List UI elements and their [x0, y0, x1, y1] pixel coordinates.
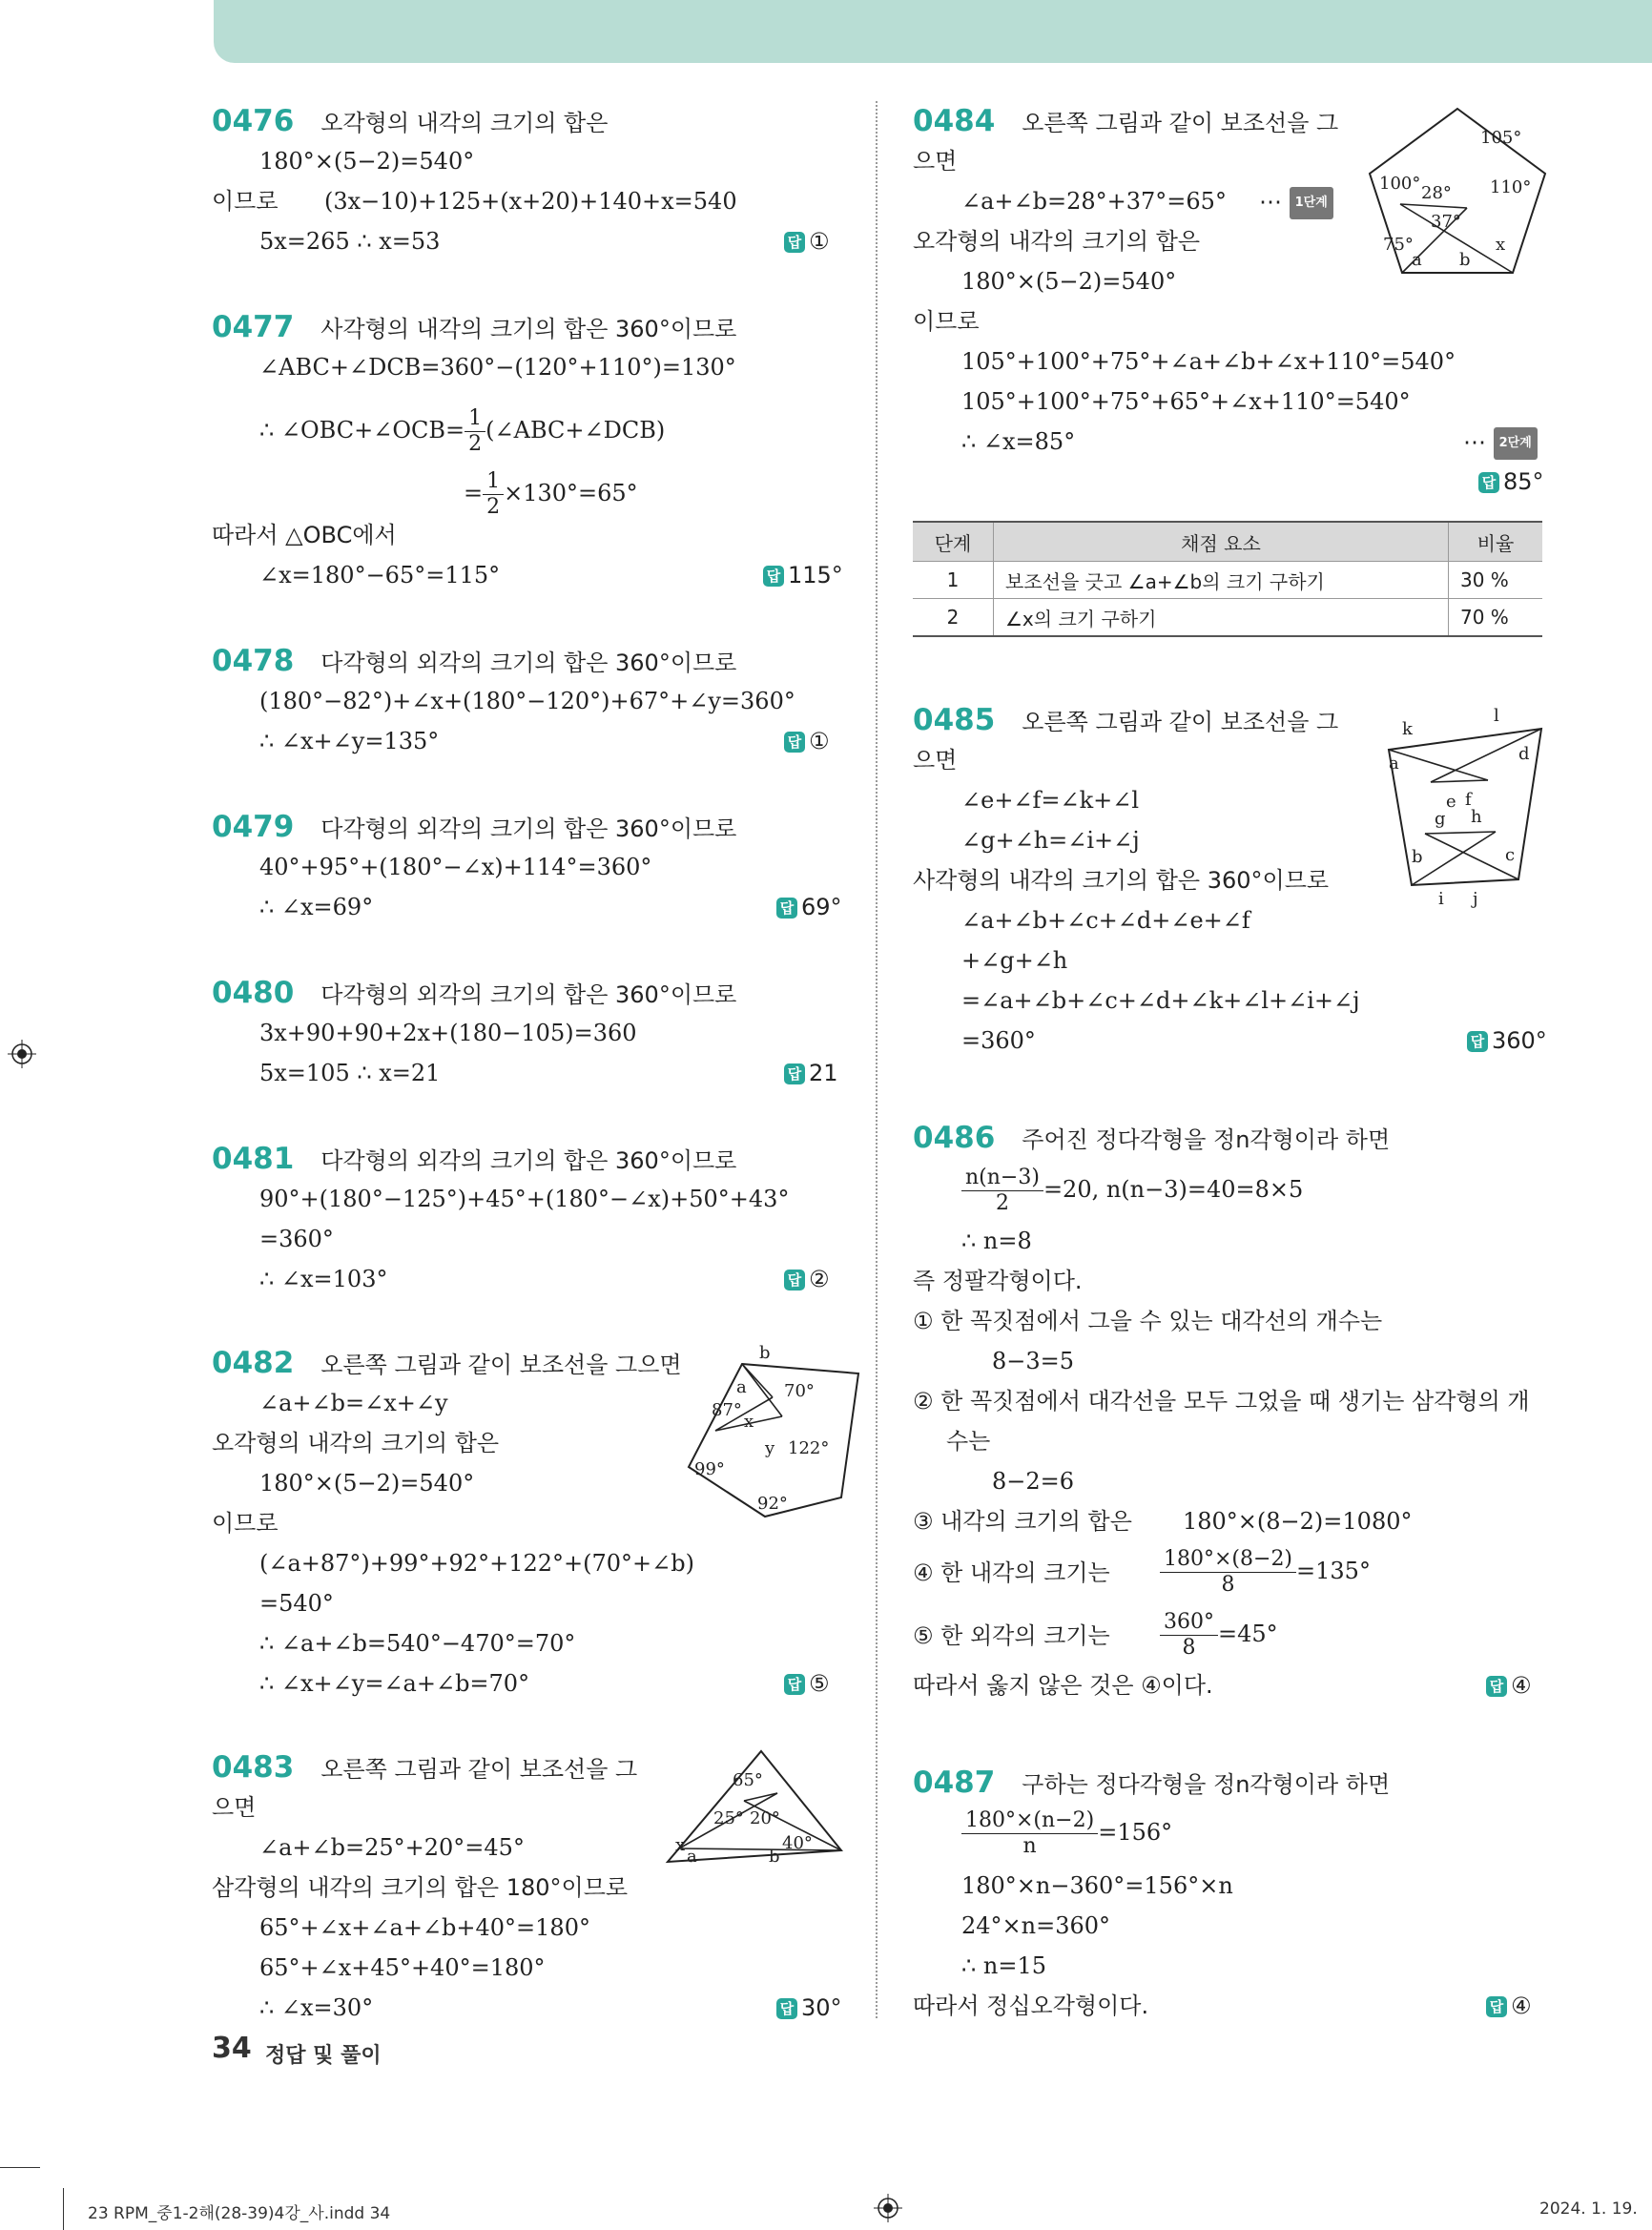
text-line: 3x+90+90+2x+(180−105)=360 — [259, 1020, 637, 1046]
fraction — [465, 406, 485, 457]
problem-number: 0486 — [913, 1121, 996, 1155]
label-b: b — [1459, 250, 1471, 270]
registration-mark-icon — [8, 1040, 36, 1068]
answer — [1478, 467, 1544, 496]
label-70: 70° — [784, 1381, 815, 1401]
registration-mark-icon — [874, 2194, 902, 2222]
text-line: 이므로 — [212, 188, 279, 215]
text-line: ∠x=180°−65°=115° — [259, 562, 501, 588]
dots: ⋯ — [1259, 188, 1282, 216]
table-row — [913, 562, 1542, 599]
text-line: (∠a+87°)+99°+92°+122°+(70°+∠b) — [259, 1550, 694, 1577]
text-line: 즉 정팔각형이다. — [913, 1268, 1083, 1294]
text-line: 180°×(8−2)=1080° — [1183, 1508, 1413, 1535]
label-y: y — [765, 1438, 775, 1458]
text-line: +∠g+∠h — [961, 947, 1068, 974]
label-20: 20° — [750, 1808, 780, 1828]
footer-date: 2024. 1. 19. — [1539, 2199, 1638, 2219]
text-line: 사각형의 내각의 크기의 합은 360°이므로 — [913, 867, 1330, 894]
label-h: h — [1471, 807, 1482, 827]
frac-num: 360° — [1160, 1610, 1218, 1636]
fraction — [961, 1808, 1098, 1859]
text-line: 105°+100°+75°+∠a+∠b+∠x+110°=540° — [961, 348, 1456, 375]
label-65: 65° — [733, 1770, 763, 1790]
label-37: 37° — [1431, 212, 1461, 232]
text-line: 180°×(5−2)=540° — [259, 148, 475, 175]
answer — [763, 561, 843, 589]
answer — [1486, 1671, 1532, 1700]
text-line: 다각형의 외각의 크기의 합은 360°이므로 — [320, 816, 737, 842]
label-b: b — [769, 1847, 780, 1867]
answer-value: ④ — [1511, 1993, 1532, 2019]
text-line: 따라서 △OBC에서 — [212, 522, 397, 548]
text-line: ∠g+∠h=∠i+∠j — [961, 827, 1140, 854]
fraction — [1160, 1547, 1296, 1598]
label-105: 105° — [1480, 128, 1522, 148]
text-line: 90°+(180°−125°)+45°+(180°−∠x)+50°+43° — [259, 1186, 790, 1212]
answer — [784, 227, 830, 256]
answer-badge: 답 — [784, 1674, 805, 1695]
text-line: =156° — [1098, 1819, 1173, 1846]
text-line: ③ 내각의 크기의 합은 — [913, 1508, 1132, 1535]
answer-badge: 답 — [784, 732, 805, 753]
text-line: =540° — [259, 1590, 334, 1617]
cell-criteria: 보조선을 긋고 ∠a+∠b의 크기 구하기 — [994, 562, 1449, 599]
text-line: =∠a+∠b+∠c+∠d+∠k+∠l+∠i+∠j — [961, 987, 1360, 1014]
label-110: 110° — [1490, 177, 1532, 197]
frac-den: 2 — [468, 432, 483, 456]
label-87: 87° — [712, 1400, 742, 1420]
answer-badge: 답 — [776, 1998, 797, 2019]
answer — [784, 1265, 830, 1293]
answer — [1467, 1026, 1547, 1055]
label-100: 100° — [1379, 174, 1421, 194]
label-75: 75° — [1383, 235, 1414, 255]
text-line: 오른쪽 그림과 같이 보조선을 그 — [320, 1756, 638, 1783]
frac-num: 1 — [465, 406, 485, 432]
cell-ratio: 70 % — [1449, 599, 1543, 637]
text-line: 오른쪽 그림과 같이 보조선을 그 — [1022, 709, 1339, 735]
triangle-figure — [658, 1744, 849, 1915]
text-line: =360° — [961, 1027, 1036, 1054]
text-line: 구하는 정다각형을 정n각형이라 하면 — [1022, 1771, 1391, 1798]
problem-number: 0476 — [212, 104, 295, 138]
answer-value: 115° — [788, 562, 843, 588]
text-line: 으면 — [212, 1794, 257, 1821]
text-line: ∴ ∠x=69° — [259, 894, 374, 920]
label-a: a — [687, 1847, 697, 1867]
stage-badge: 2단계 — [1494, 427, 1538, 460]
answer — [776, 893, 842, 921]
text-line: ∠e+∠f=∠k+∠l — [961, 787, 1140, 814]
label-e: e — [1446, 792, 1456, 812]
dots: ⋯ — [1463, 428, 1486, 456]
text-line: 오각형의 내각의 크기의 합은 — [320, 110, 609, 136]
answer-value: 360° — [1492, 1027, 1547, 1054]
text-line: 8−2=6 — [992, 1468, 1075, 1495]
text-line: 따라서 옳지 않은 것은 ④이다. — [913, 1672, 1213, 1699]
header-banner — [214, 0, 1652, 63]
text-line: 삼각형의 내각의 크기의 합은 180°이므로 — [212, 1874, 629, 1901]
grading-table — [913, 521, 1542, 637]
text-line: ∠a+∠b=25°+20°=45° — [259, 1834, 525, 1861]
frac-den: 8 — [1182, 1636, 1196, 1660]
text-line: 5x=105 ∴ x=21 — [259, 1060, 441, 1086]
text-line: ∴ ∠x=30° — [259, 1994, 374, 2021]
text-line: ∴ ∠x+∠y=135° — [259, 728, 440, 754]
answer-badge: 답 — [776, 898, 797, 919]
quadrilateral-figure — [1373, 702, 1555, 921]
frac-den: 2 — [995, 1191, 1009, 1215]
label-a: a — [736, 1377, 747, 1397]
frac-den: 8 — [1221, 1573, 1235, 1597]
text-line: ① 한 꼭짓점에서 그을 수 있는 대각선의 개수는 — [913, 1308, 1383, 1334]
text-line: 다각형의 외각의 크기의 합은 360°이므로 — [320, 1147, 737, 1174]
answer — [784, 1059, 838, 1087]
problem-number: 0477 — [212, 310, 295, 344]
text-line: ⑤ 한 외각의 크기는 — [913, 1622, 1110, 1649]
label-b: b — [759, 1345, 771, 1363]
header-stage: 단계 — [913, 522, 994, 562]
text-line: 65°+∠x+∠a+∠b+40°=180° — [259, 1914, 590, 1941]
text-line: ×130°=65° — [504, 480, 638, 506]
answer-value: 30° — [801, 1994, 842, 2021]
label-l: l — [1494, 706, 1499, 726]
label-g: g — [1435, 809, 1446, 829]
text-line: ∠a+∠b=28°+37°=65° — [961, 188, 1227, 215]
text-line: 오각형의 내각의 크기의 합은 — [913, 228, 1201, 255]
answer-value: 21 — [809, 1060, 838, 1086]
pentagon-figure — [677, 1345, 868, 1536]
label-92: 92° — [757, 1494, 788, 1514]
frac-num: 180°×(n−2) — [961, 1808, 1098, 1834]
answer-value: ④ — [1511, 1672, 1532, 1699]
cell-criteria: ∠x의 크기 구하기 — [994, 599, 1449, 637]
label-x: x — [675, 1835, 686, 1855]
label-j: j — [1473, 889, 1478, 909]
answer-badge: 답 — [1486, 1676, 1507, 1697]
label-28: 28° — [1421, 183, 1452, 203]
answer — [776, 1993, 842, 2022]
problem-number: 0484 — [913, 104, 996, 138]
label-x: x — [1496, 235, 1506, 255]
problem-number: 0481 — [212, 1142, 295, 1176]
answer-value: ① — [809, 228, 830, 255]
text-line: 이므로 — [212, 1510, 279, 1537]
problem-number: 0480 — [212, 976, 295, 1010]
text-line: 주어진 정다각형을 정n각형이라 하면 — [1022, 1126, 1391, 1153]
text-line: ∴ ∠x=103° — [259, 1266, 388, 1292]
column-divider — [876, 101, 878, 2018]
text-line: 이므로 — [913, 308, 980, 335]
label-99: 99° — [694, 1459, 725, 1479]
frac-num: 1 — [483, 469, 504, 495]
label-i: i — [1438, 889, 1444, 909]
text-line: 180°×(5−2)=540° — [961, 268, 1177, 295]
text-line: 40°+95°+(180°−∠x)+114°=360° — [259, 854, 652, 880]
stage-badge: 1단계 — [1290, 187, 1333, 219]
text-line: ∴ n=15 — [961, 1952, 1047, 1979]
page-number: 34 — [212, 2032, 252, 2065]
label-a: a — [1412, 250, 1422, 270]
answer-badge: 답 — [1486, 1996, 1507, 2017]
crop-mark — [0, 2167, 40, 2168]
text-line: =135° — [1296, 1558, 1371, 1584]
answer-value: ② — [809, 1266, 830, 1292]
cell-ratio: 30 % — [1449, 562, 1543, 599]
label-f: f — [1465, 790, 1472, 810]
text-line: 180°×(5−2)=540° — [259, 1470, 475, 1497]
text-line: 오른쪽 그림과 같이 보조선을 그으면 — [320, 1352, 682, 1378]
label-c: c — [1505, 845, 1516, 865]
fraction — [961, 1166, 1043, 1216]
cell-stage: 2 — [913, 599, 994, 637]
text-line: =45° — [1218, 1621, 1278, 1647]
table-row — [913, 599, 1542, 637]
problem-number: 0483 — [212, 1750, 295, 1785]
answer-badge: 답 — [763, 566, 784, 587]
label-40: 40° — [782, 1833, 813, 1853]
text-line: ② 한 꼭짓점에서 대각선을 모두 그었을 때 생기는 삼각형의 개 — [913, 1388, 1530, 1414]
text-line: ∴ ∠x+∠y=∠a+∠b=70° — [259, 1670, 530, 1697]
text-line: 65°+∠x+45°+40°=180° — [259, 1954, 546, 1981]
answer-badge: 답 — [784, 1063, 805, 1084]
text-line: 사각형의 내각의 크기의 합은 360°이므로 — [320, 316, 737, 342]
label-d: d — [1518, 744, 1530, 764]
table-header-row — [913, 522, 1542, 562]
text-line: ∴ n=8 — [961, 1228, 1032, 1254]
text-line: 다각형의 외각의 크기의 합은 360°이므로 — [320, 981, 737, 1008]
fraction — [483, 469, 504, 520]
answer-value: ① — [809, 728, 830, 754]
label-122: 122° — [788, 1438, 830, 1458]
text-line: (180°−82°)+∠x+(180°−120°)+67°+∠y=360° — [259, 688, 795, 714]
answer-badge: 답 — [1467, 1031, 1488, 1052]
fraction — [1160, 1610, 1218, 1661]
text-line: ∠a+∠b=∠x+∠y — [259, 1390, 448, 1416]
text-line: 다각형의 외각의 크기의 합은 360°이므로 — [320, 650, 737, 676]
header-ratio: 비율 — [1449, 522, 1543, 562]
page-caption: 정답 및 풀이 — [265, 2044, 382, 2068]
label-b: b — [1412, 847, 1423, 867]
frac-num: n(n−3) — [961, 1166, 1043, 1191]
frac-den: n — [1022, 1834, 1037, 1858]
answer-value: 85° — [1503, 468, 1544, 495]
text-line: 따라서 정십오각형이다. — [913, 1993, 1149, 2019]
problem-number: 0487 — [913, 1765, 996, 1800]
cell-stage: 1 — [913, 562, 994, 599]
answer-value: 69° — [801, 894, 842, 920]
text-line: (∠ABC+∠DCB) — [485, 417, 666, 444]
text-line: ∴ ∠a+∠b=540°−470°=70° — [259, 1630, 576, 1657]
crop-mark — [63, 2188, 64, 2230]
problem-number: 0478 — [212, 644, 295, 678]
text-line: 24°×n=360° — [961, 1912, 1111, 1939]
text-line: ④ 한 내각의 크기는 — [913, 1559, 1110, 1586]
text-line: =20, n(n−3)=40=8×5 — [1043, 1176, 1304, 1203]
answer — [784, 1669, 830, 1698]
pentagon-figure — [1362, 101, 1553, 282]
frac-den: 2 — [486, 495, 501, 519]
frac-num: 180°×(8−2) — [1160, 1547, 1296, 1573]
text-line: 8−3=5 — [992, 1348, 1075, 1374]
problem-number: 0485 — [913, 703, 996, 737]
answer — [1486, 1992, 1532, 2020]
answer-badge: 답 — [1478, 472, 1499, 493]
answer — [784, 727, 830, 755]
header-criteria: 채점 요소 — [994, 522, 1449, 562]
label-k: k — [1402, 719, 1413, 739]
text-line: (3x−10)+125+(x+20)+140+x=540 — [324, 188, 737, 215]
answer-badge: 답 — [784, 232, 805, 253]
label-25: 25° — [713, 1808, 744, 1828]
text-line: 105°+100°+75°+65°+∠x+110°=540° — [961, 388, 1411, 415]
label-x: x — [744, 1412, 754, 1432]
problem-number: 0482 — [212, 1346, 295, 1380]
answer-badge: 답 — [784, 1270, 805, 1291]
text-line: 으면 — [913, 747, 958, 774]
text-line: 오각형의 내각의 크기의 합은 — [212, 1430, 500, 1456]
label-a: a — [1389, 754, 1399, 774]
text-line: ∠ABC+∠DCB=360°−(120°+110°)=130° — [259, 354, 736, 381]
text-line: 5x=265 ∴ x=53 — [259, 228, 441, 255]
problem-number: 0479 — [212, 810, 295, 844]
text-line: = — [464, 480, 484, 506]
text-line: ∴ ∠x=85° — [961, 428, 1076, 455]
text-line: ∠a+∠b+∠c+∠d+∠e+∠f — [961, 907, 1250, 934]
text-line: 수는 — [946, 1428, 991, 1455]
text-line: =360° — [259, 1226, 334, 1252]
text-line: 오른쪽 그림과 같이 보조선을 그 — [1022, 110, 1339, 136]
answer-value: ⑤ — [809, 1670, 830, 1697]
text-line: 180°×n−360°=156°×n — [961, 1872, 1233, 1899]
text-line: 으면 — [913, 148, 958, 175]
text-line: ∴ ∠OBC+∠OCB= — [259, 417, 465, 444]
footer-file-info: 23 RPM_중1-2해(28-39)4강_사.indd 34 — [88, 2204, 391, 2223]
